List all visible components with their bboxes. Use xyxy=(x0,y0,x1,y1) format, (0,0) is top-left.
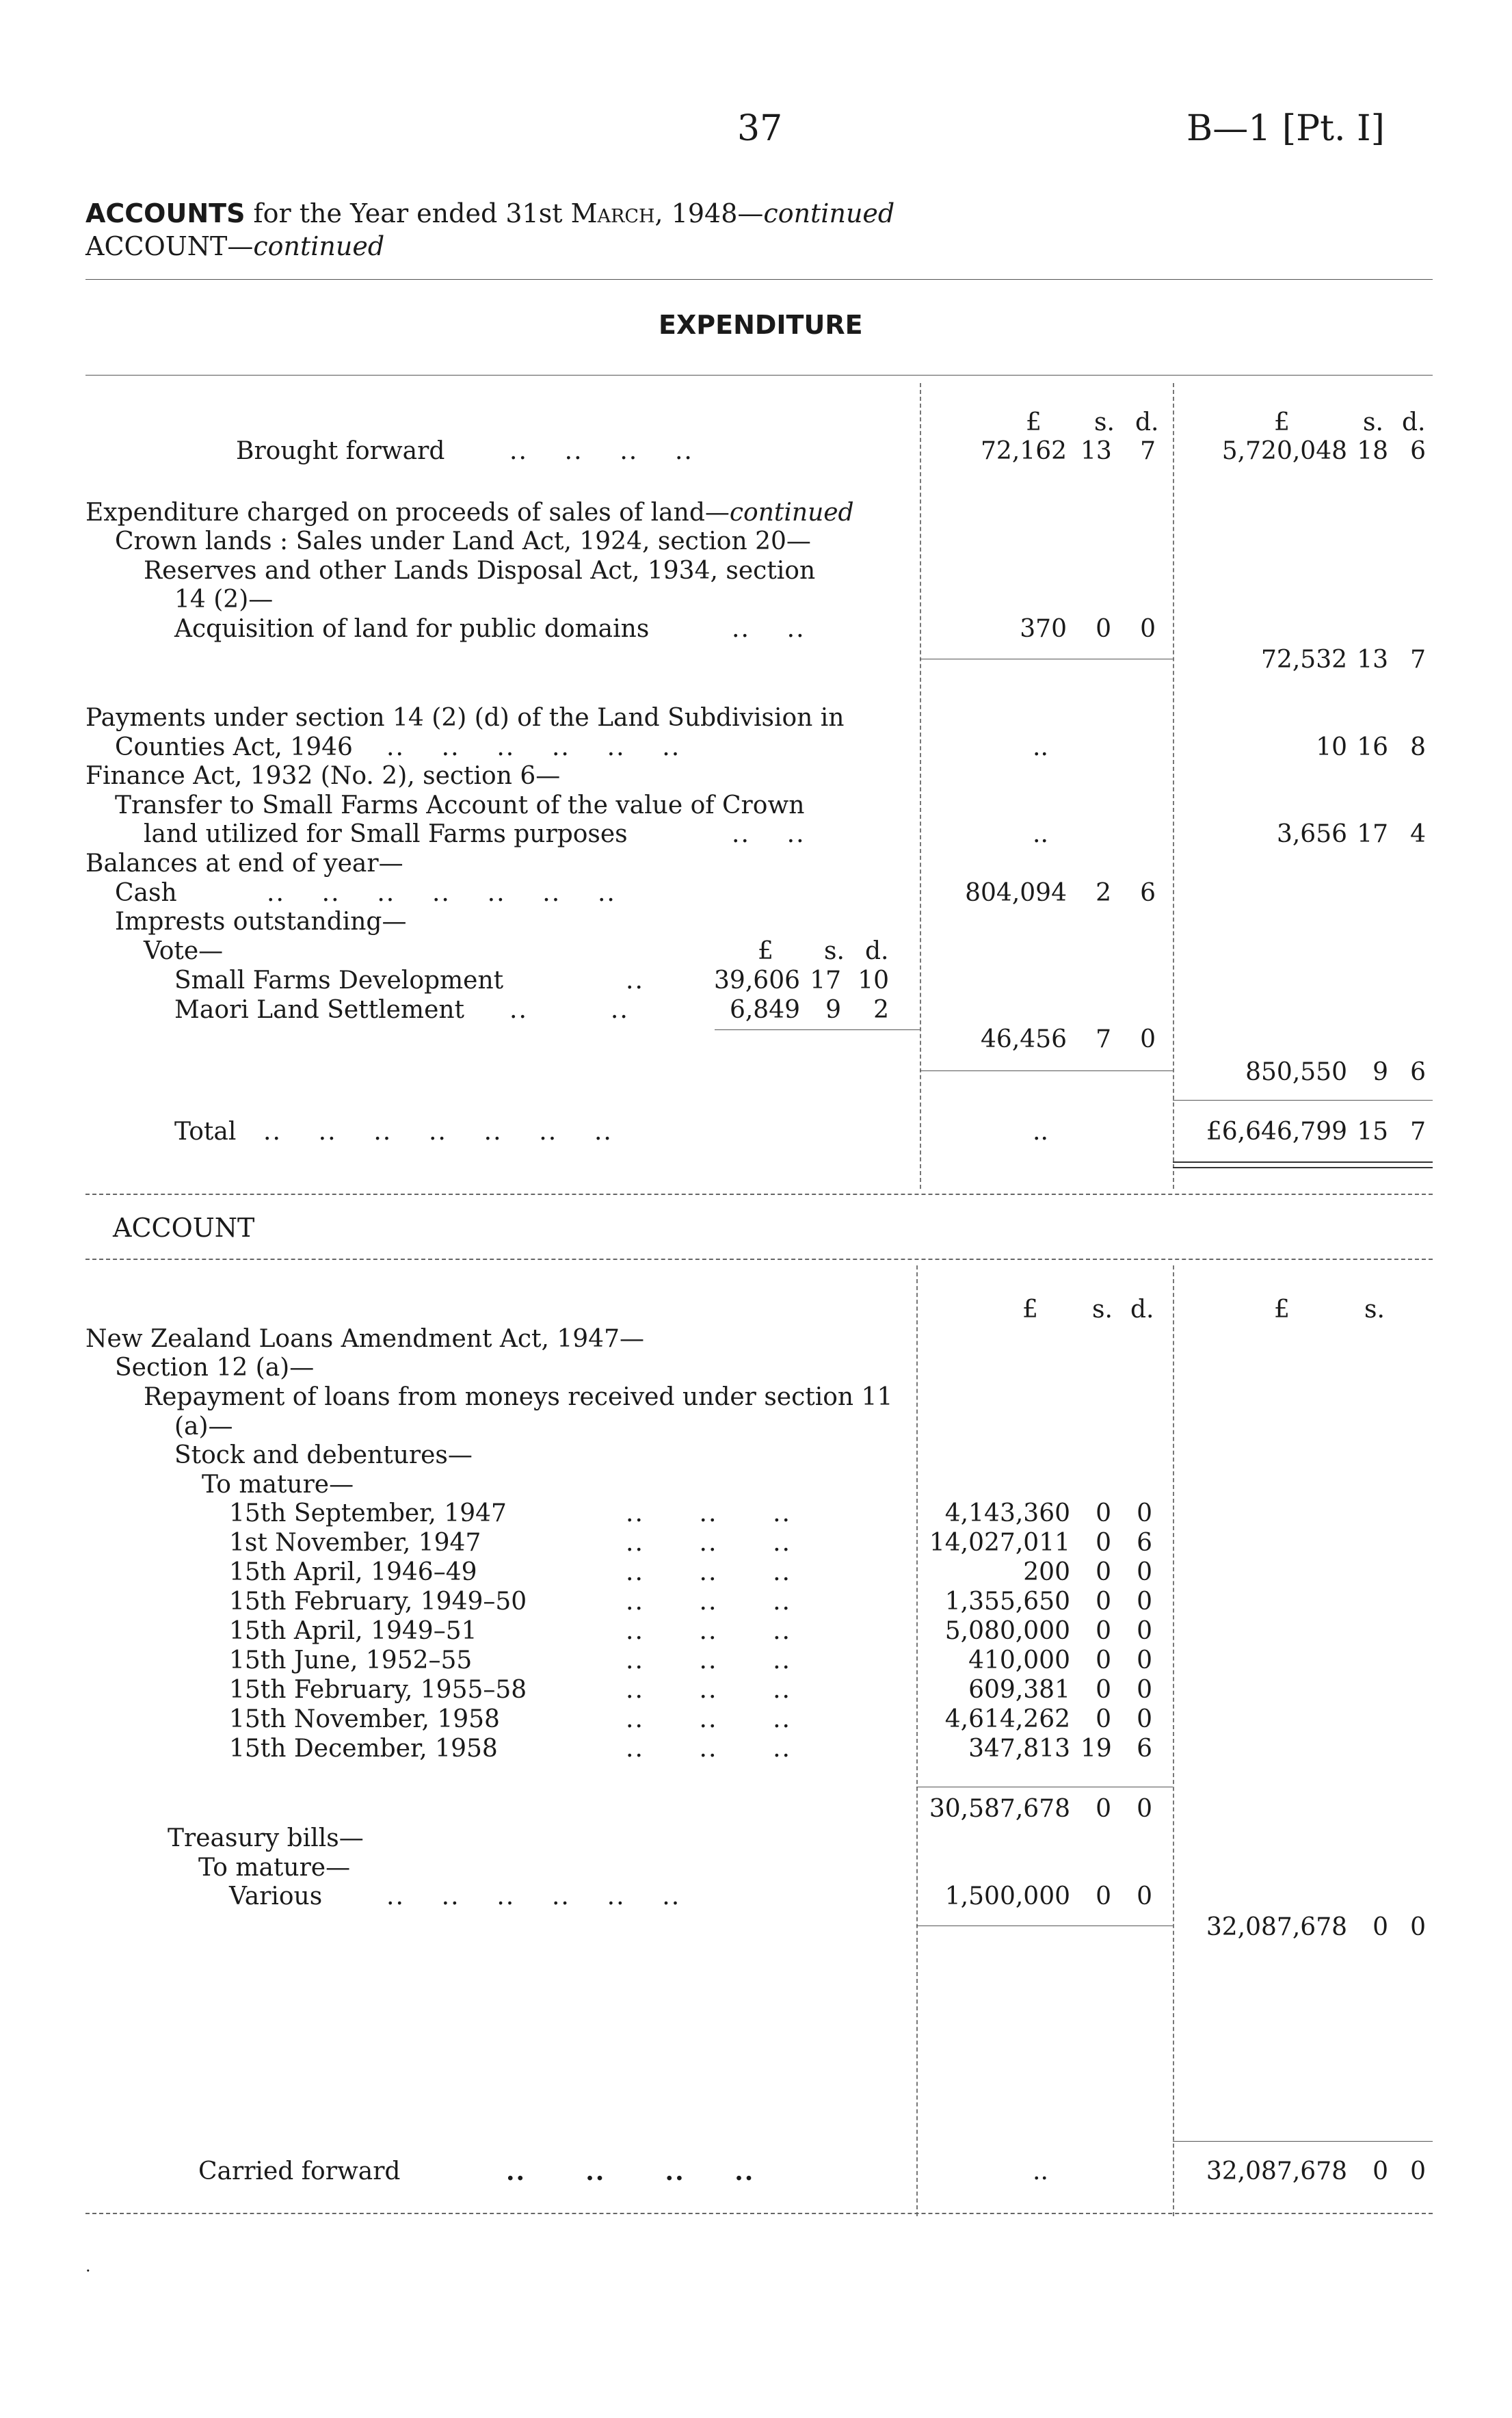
stock-item-label: 15th February, 1949–50 xyxy=(229,1588,527,1616)
section-separator xyxy=(85,1194,1433,1195)
finance-act-line3: land utilized for Small Farms purposes xyxy=(144,820,628,848)
stock-item-pence: 0 xyxy=(1137,1558,1152,1586)
stock-item-shillings: 19 xyxy=(1080,1735,1112,1763)
header-rule xyxy=(85,279,1433,280)
land-sales-total-pence: 7 xyxy=(1410,646,1426,674)
vote-shilling-header: s. xyxy=(824,937,845,965)
stock-item-pounds: 200 xyxy=(1023,1558,1070,1586)
col1-pound-header: £ xyxy=(1026,408,1042,436)
total-upper-rule xyxy=(1173,1100,1433,1101)
document-reference: B—1 [Pt. I] xyxy=(1186,108,1385,149)
stock-item-pounds: 1,355,650 xyxy=(944,1588,1070,1616)
brought-forward-col1-pounds: 72,162 xyxy=(981,437,1067,465)
brought-forward-label: Brought forward xyxy=(236,437,445,465)
leader-dots: .. xyxy=(626,967,644,995)
stock-item-pounds: 410,000 xyxy=(968,1646,1070,1674)
repayment-line1: Repayment of loans from moneys received under section 11 xyxy=(144,1383,893,1411)
imprests-total-pounds: 46,456 xyxy=(981,1025,1067,1053)
stock-item-label: 15th November, 1958 xyxy=(229,1705,500,1733)
carried-forward-shillings: 0 xyxy=(1372,2157,1388,2185)
stock-item-label: 15th April, 1946–49 xyxy=(229,1558,477,1586)
balances-line1: Balances at end of year— xyxy=(85,850,403,878)
stock-total-pence: 0 xyxy=(1137,1795,1152,1823)
leader-dots: .. .. .. xyxy=(626,1529,791,1557)
stock-item-pence: 0 xyxy=(1137,1617,1152,1645)
col2-pound-header: £ xyxy=(1274,408,1290,436)
leader-dots: .. .. .. xyxy=(626,1705,791,1733)
leader-dots: .. .. .. xyxy=(626,1676,791,1704)
leader-dots: .. .. .. xyxy=(626,1558,791,1586)
stock-item-shillings: 0 xyxy=(1096,1705,1111,1733)
stock-total-pounds: 30,587,678 xyxy=(929,1795,1070,1823)
stock-item-pence: 0 xyxy=(1137,1676,1152,1704)
carried-forward-upper-rule xyxy=(1173,2141,1433,2142)
vote-item-label: Maori Land Settlement xyxy=(174,996,465,1024)
stock-item-pounds: 14,027,011 xyxy=(929,1529,1070,1557)
land-sales-total-pounds: 72,532 xyxy=(1261,646,1347,674)
balances-total-shillings: 9 xyxy=(1372,1058,1388,1086)
account-total-pounds: 32,087,678 xyxy=(1206,1913,1347,1941)
various-pence: 0 xyxy=(1137,1882,1152,1910)
leader-dots: .. .. .. xyxy=(626,1617,791,1645)
stock-item-shillings: 0 xyxy=(1096,1617,1111,1645)
brought-forward-col2-shillings: 18 xyxy=(1357,437,1388,465)
stray-mark: · xyxy=(85,2261,91,2281)
leader-dots: .. .. .. xyxy=(626,1499,791,1527)
vote-item-pence: 10 xyxy=(858,967,889,995)
stock-item-pounds: 609,381 xyxy=(968,1676,1070,1704)
expenditure-col-divider-1 xyxy=(920,383,921,1189)
various-pounds: 1,500,000 xyxy=(944,1882,1070,1910)
land-sales-col1-pence: 0 xyxy=(1140,615,1156,643)
account-col-divider-2 xyxy=(1173,1265,1174,2216)
page-bottom-rule xyxy=(85,2213,1433,2214)
stock-total-shillings: 0 xyxy=(1096,1795,1111,1823)
expenditure-title: EXPENDITURE xyxy=(659,310,863,340)
expenditure-col-divider-2 xyxy=(1173,383,1174,1189)
leader-dots: .. .. .. xyxy=(626,1646,791,1674)
leader-dots: .. .. .. .. .. .. .. xyxy=(263,1118,613,1146)
land-sales-line3: Reserves and other Lands Disposal Act, 1934, section xyxy=(144,557,816,585)
land-sales-line4: 14 (2)— xyxy=(174,586,274,614)
land-sales-col1-pounds: 370 xyxy=(1020,615,1067,643)
land-sales-line5: Acquisition of land for public domains xyxy=(174,615,650,643)
carried-forward-pounds: 32,087,678 xyxy=(1206,2157,1347,2185)
col2-pence-header: d. xyxy=(1402,408,1426,436)
leader-dots: .. .. .. .. .. .. .. xyxy=(267,879,616,907)
col1-pence-header: d. xyxy=(1135,408,1159,436)
page-number: 37 xyxy=(737,108,783,149)
stock-item-shillings: 0 xyxy=(1096,1646,1111,1674)
mature-line: To mature— xyxy=(202,1471,354,1499)
stock-item-shillings: 0 xyxy=(1096,1588,1111,1616)
stock-item-pence: 6 xyxy=(1137,1735,1152,1763)
stock-item-pounds: 5,080,000 xyxy=(944,1617,1070,1645)
cash-label: Cash xyxy=(115,879,177,907)
account-total-shillings: 0 xyxy=(1372,1913,1388,1941)
vote-pence-header: d. xyxy=(865,937,889,965)
land-sales-total-shillings: 13 xyxy=(1357,646,1388,674)
finance-act-col2-pence: 4 xyxy=(1410,820,1426,848)
stock-item-shillings: 0 xyxy=(1096,1529,1111,1557)
stock-item-pence: 0 xyxy=(1137,1646,1152,1674)
stock-item-label: 15th April, 1949–51 xyxy=(229,1617,477,1645)
leader-dots: .. .. .. .. .. .. xyxy=(386,733,681,761)
stock-item-label: 15th February, 1955–58 xyxy=(229,1676,527,1704)
cash-shillings: 2 xyxy=(1096,879,1111,907)
leader-dots: .. .. xyxy=(732,820,806,848)
vote-subtotal-rule xyxy=(715,1029,920,1030)
finance-act-col1-dots: .. xyxy=(1033,820,1048,848)
payments-col2-shillings: 16 xyxy=(1357,733,1388,761)
loans-act-line: New Zealand Loans Amendment Act, 1947— xyxy=(85,1325,644,1353)
treasury-mature-line: To mature— xyxy=(198,1854,351,1882)
subtotal-rule xyxy=(920,1070,1173,1071)
grand-total-pence: 7 xyxy=(1410,1118,1426,1146)
account-total-pence: 0 xyxy=(1410,1913,1426,1941)
account-col1-shilling-header: s. xyxy=(1092,1296,1113,1324)
leader-dots: .. .. xyxy=(509,996,629,1024)
carried-forward-col1-dots: .. xyxy=(1033,2157,1048,2185)
vote-label: Vote— xyxy=(144,937,224,965)
treasury-line: Treasury bills— xyxy=(168,1824,364,1852)
leader-dots: .. .. xyxy=(732,615,806,643)
leader-dots: .. .. .. .. .. .. xyxy=(386,1882,681,1910)
stock-item-shillings: 0 xyxy=(1096,1676,1111,1704)
finance-act-line1: Finance Act, 1932 (No. 2), section 6— xyxy=(85,762,561,790)
stock-item-pounds: 4,143,360 xyxy=(944,1499,1070,1527)
payments-col2-pence: 8 xyxy=(1410,733,1426,761)
imprests-total-shillings: 7 xyxy=(1096,1025,1111,1053)
col2-shilling-header: s. xyxy=(1363,408,1383,436)
account-col1-pound-header: £ xyxy=(1022,1296,1038,1324)
leader-dots: .. .. .. .. xyxy=(509,437,693,465)
leader-dots: .. .. .. xyxy=(626,1588,791,1616)
total-col1-dots: .. xyxy=(1033,1118,1048,1146)
expenditure-top-rule xyxy=(85,375,1433,376)
vote-item-pence: 2 xyxy=(873,996,889,1024)
stock-item-label: 15th September, 1947 xyxy=(229,1499,507,1527)
leader-dots: .. .. .. xyxy=(626,1735,791,1763)
account-subheading: ACCOUNT—continued xyxy=(85,231,385,261)
balances-total-pounds: 850,550 xyxy=(1245,1058,1347,1086)
carried-forward-pence: 0 xyxy=(1410,2157,1426,2185)
brought-forward-col2-pence: 6 xyxy=(1410,437,1426,465)
stock-item-pounds: 4,614,262 xyxy=(944,1705,1070,1733)
land-sales-line2: Crown lands : Sales under Land Act, 1924, section 20— xyxy=(115,527,811,555)
cash-pence: 6 xyxy=(1140,879,1156,907)
vote-item-label: Small Farms Development xyxy=(174,967,504,995)
grand-total-pounds: £6,646,799 xyxy=(1206,1118,1347,1146)
balances-total-pence: 6 xyxy=(1410,1058,1426,1086)
total-double-rule xyxy=(1173,1167,1433,1168)
stock-item-label: 15th December, 1958 xyxy=(229,1735,498,1763)
grand-total-shillings: 15 xyxy=(1357,1118,1388,1146)
account-top-rule xyxy=(85,1259,1433,1260)
various-shillings: 0 xyxy=(1096,1882,1111,1910)
vote-item-pounds: 6,849 xyxy=(729,996,800,1024)
finance-act-col2-shillings: 17 xyxy=(1357,820,1388,848)
brought-forward-col1-pence: 7 xyxy=(1140,437,1156,465)
col1-shilling-header: s. xyxy=(1094,408,1115,436)
account-col1-pence-header: d. xyxy=(1130,1296,1154,1324)
vote-item-shillings: 17 xyxy=(810,967,841,995)
stock-item-label: 1st November, 1947 xyxy=(229,1529,481,1557)
carried-forward-label: Carried forward xyxy=(198,2157,401,2185)
stock-item-label: 15th June, 1952–55 xyxy=(229,1646,473,1674)
various-label: Various xyxy=(229,1882,323,1910)
stock-item-pence: 0 xyxy=(1137,1499,1152,1527)
account-col2-pound-header: £ xyxy=(1274,1296,1290,1324)
stock-item-pence: 6 xyxy=(1137,1529,1152,1557)
imprests-total-pence: 0 xyxy=(1140,1025,1156,1053)
account-title: ACCOUNT xyxy=(113,1213,255,1243)
payments-col2-pounds: 10 xyxy=(1316,733,1347,761)
brought-forward-col1-shillings: 13 xyxy=(1080,437,1112,465)
total-label: Total xyxy=(174,1118,237,1146)
imprests-label: Imprests outstanding— xyxy=(115,908,407,936)
payments-line1: Payments under section 14 (2) (d) of the Land Subdivision in xyxy=(85,704,845,732)
finance-act-line2: Transfer to Small Farms Account of the value of Crown xyxy=(115,791,805,819)
stock-item-pounds: 347,813 xyxy=(968,1735,1070,1763)
cash-pounds: 804,094 xyxy=(965,879,1067,907)
brought-forward-col2-pounds: 5,720,048 xyxy=(1221,437,1347,465)
account-col2-shilling-header: s. xyxy=(1364,1296,1385,1324)
finance-act-col2-pounds: 3,656 xyxy=(1276,820,1347,848)
total-double-rule xyxy=(1173,1161,1433,1163)
vote-item-shillings: 9 xyxy=(825,996,841,1024)
leader-dots: .. .. .. .. xyxy=(506,2157,755,2186)
stock-line: Stock and debentures— xyxy=(174,1441,473,1469)
vote-pound-header: £ xyxy=(758,937,773,965)
section-line: Section 12 (a)— xyxy=(115,1354,315,1382)
stock-item-pence: 0 xyxy=(1137,1705,1152,1733)
payments-line2: Counties Act, 1946 xyxy=(115,733,353,761)
land-sales-line1: Expenditure charged on proceeds of sales of land—continued xyxy=(85,499,854,527)
stock-item-shillings: 0 xyxy=(1096,1499,1111,1527)
accounts-heading: ACCOUNTS for the Year ended 31st March, 1948—continued xyxy=(85,198,895,228)
land-sales-col1-shillings: 0 xyxy=(1096,615,1111,643)
vote-item-pounds: 39,606 xyxy=(714,967,800,995)
stock-item-pence: 0 xyxy=(1137,1588,1152,1616)
repayment-line2: (a)— xyxy=(174,1412,233,1441)
stock-item-shillings: 0 xyxy=(1096,1558,1111,1586)
payments-col1-dots: .. xyxy=(1033,733,1048,761)
